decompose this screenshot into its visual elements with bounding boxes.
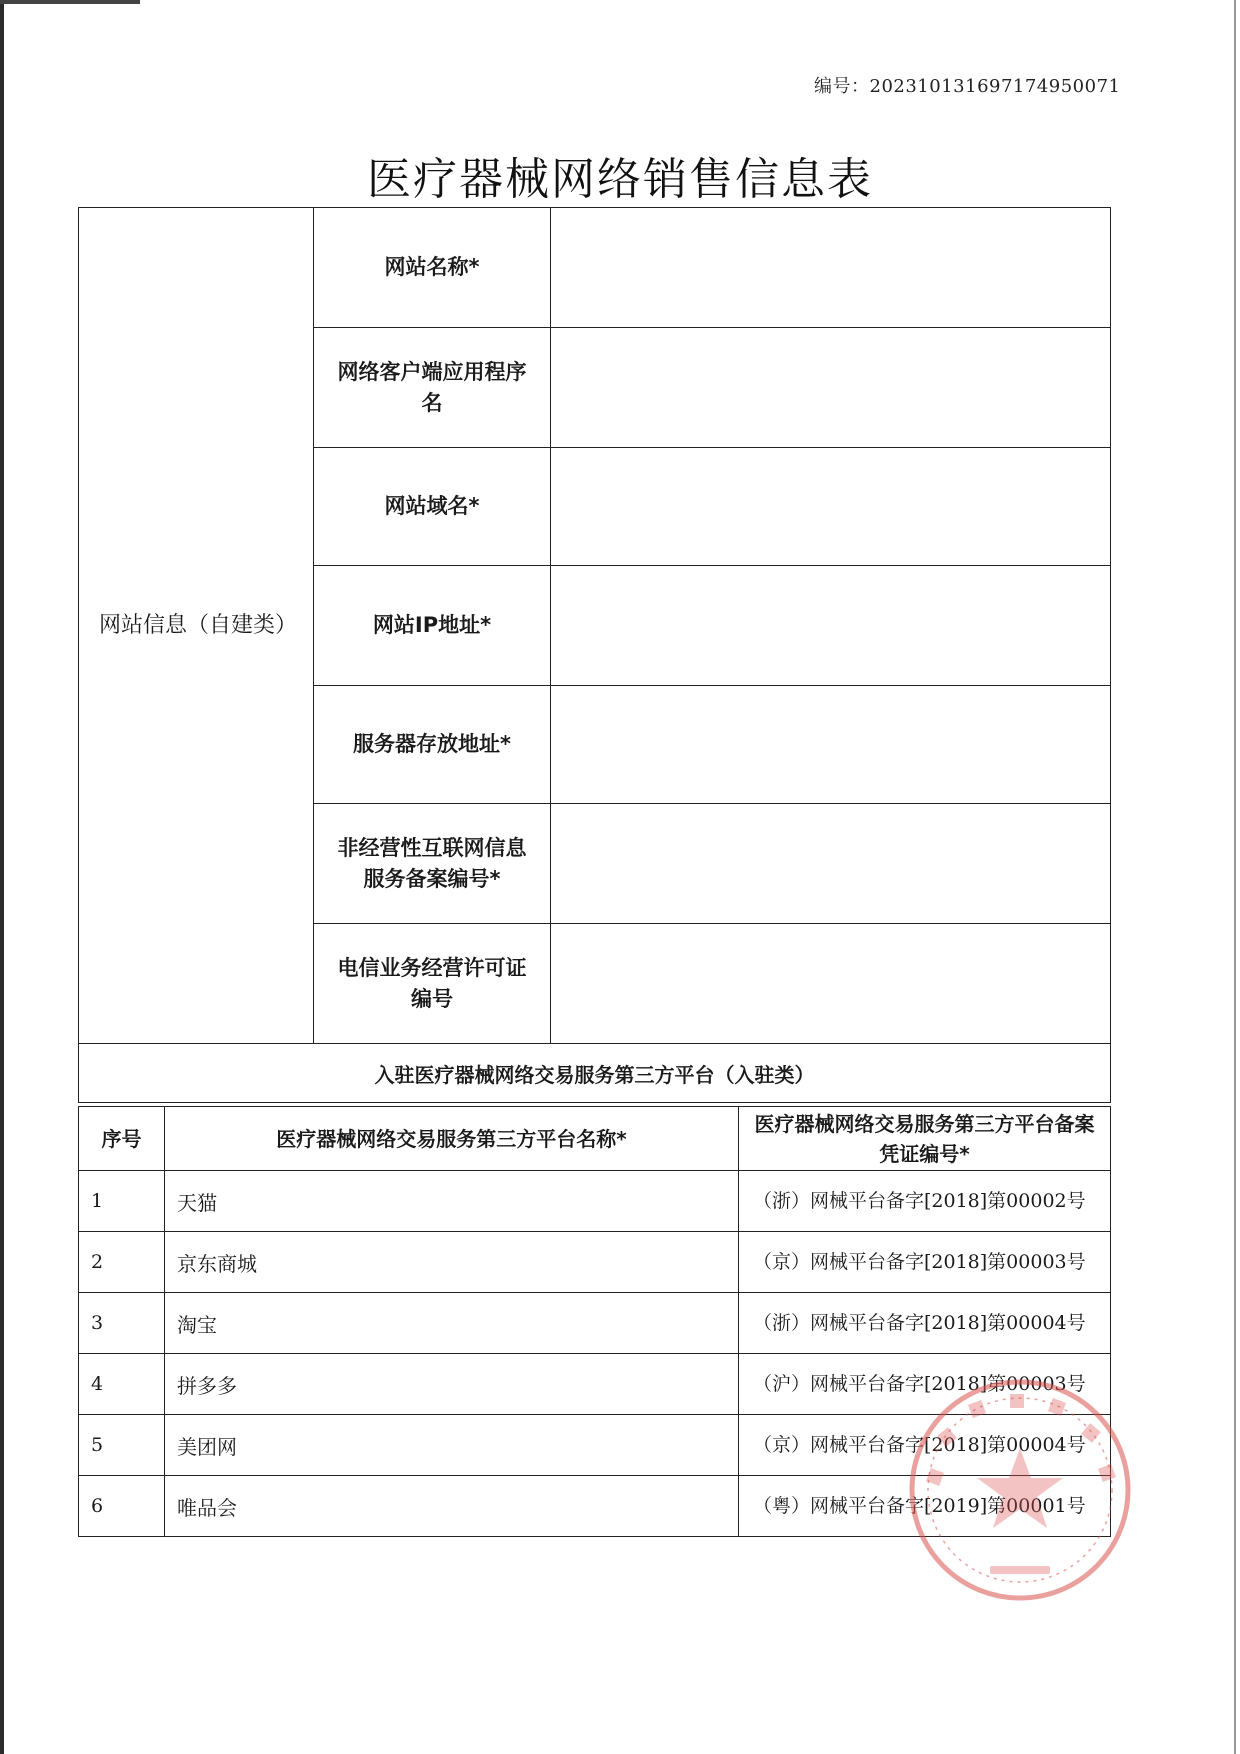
website-info-section-label: 网站信息（自建类） xyxy=(79,208,314,1044)
website-info-table xyxy=(78,207,1111,1103)
platform-heading-row xyxy=(79,1044,1111,1103)
field-value-telecom-license[interactable] xyxy=(551,924,1111,1044)
table-row xyxy=(79,1171,1111,1232)
row-index: 1 xyxy=(79,1171,165,1232)
platform-table-header xyxy=(79,1107,1111,1171)
field-label-icp-filing: 非经营性互联网信息服务备案编号* xyxy=(314,804,551,924)
scan-top-edge xyxy=(0,0,140,4)
row-cert-number: （浙）网械平台备字[2018]第00002号 xyxy=(739,1171,1111,1232)
document-number: 编号：2023101316971749500​71 xyxy=(814,76,1121,97)
field-value-app-name[interactable] xyxy=(551,328,1111,448)
table-row xyxy=(79,1293,1111,1354)
row-platform-name: 拼多多 xyxy=(165,1354,739,1415)
row-cert-number: （京）网械平台备字[2018]第00004号 xyxy=(739,1415,1111,1476)
column-header-cert: 医疗器械网络交易服务第三方平台备案凭证编号* xyxy=(739,1107,1111,1171)
field-row xyxy=(79,208,1111,328)
field-label-server-address: 服务器存放地址* xyxy=(314,686,551,804)
document-title: 医疗器械网络销售信息表 xyxy=(367,154,873,205)
field-label-domain: 网站域名* xyxy=(314,448,551,566)
row-platform-name: 唯品会 xyxy=(165,1476,739,1537)
field-value-site-name[interactable] xyxy=(551,208,1111,328)
row-platform-name: 淘宝 xyxy=(165,1293,739,1354)
field-value-server-address[interactable] xyxy=(551,686,1111,804)
red-company-seal-icon xyxy=(900,1370,1140,1610)
row-index: 6 xyxy=(79,1476,165,1537)
row-index: 5 xyxy=(79,1415,165,1476)
row-index: 3 xyxy=(79,1293,165,1354)
row-cert-number: （浙）网械平台备字[2018]第00004号 xyxy=(739,1293,1111,1354)
column-header-name: 医疗器械网络交易服务第三方平台名称* xyxy=(165,1107,739,1171)
scan-right-edge xyxy=(1234,0,1236,1754)
row-cert-number: （粤）网械平台备字[2019]第00001号 xyxy=(739,1476,1111,1537)
field-value-icp-filing[interactable] xyxy=(551,804,1111,924)
field-value-domain[interactable] xyxy=(551,448,1111,566)
row-platform-name: 京东商城 xyxy=(165,1232,739,1293)
row-platform-name: 美团网 xyxy=(165,1415,739,1476)
field-label-site-name: 网站名称* xyxy=(314,208,551,328)
field-label-ip-address: 网站IP地址* xyxy=(314,566,551,686)
row-index: 2 xyxy=(79,1232,165,1293)
field-label-app-name: 网络客户端应用程序名 xyxy=(314,328,551,448)
column-header-index: 序号 xyxy=(79,1107,165,1171)
platform-section-heading: 入驻医疗器械网络交易服务第三方平台（入驻类） xyxy=(79,1044,1111,1103)
row-cert-number: （京）网械平台备字[2018]第00003号 xyxy=(739,1232,1111,1293)
field-label-telecom-license: 电信业务经营许可证编号 xyxy=(314,924,551,1044)
field-value-ip-address[interactable] xyxy=(551,566,1111,686)
scan-left-edge xyxy=(0,0,4,1754)
row-cert-number: （沪）网械平台备字[2018]第00003号 xyxy=(739,1354,1111,1415)
table-row xyxy=(79,1232,1111,1293)
row-platform-name: 天猫 xyxy=(165,1171,739,1232)
row-index: 4 xyxy=(79,1354,165,1415)
